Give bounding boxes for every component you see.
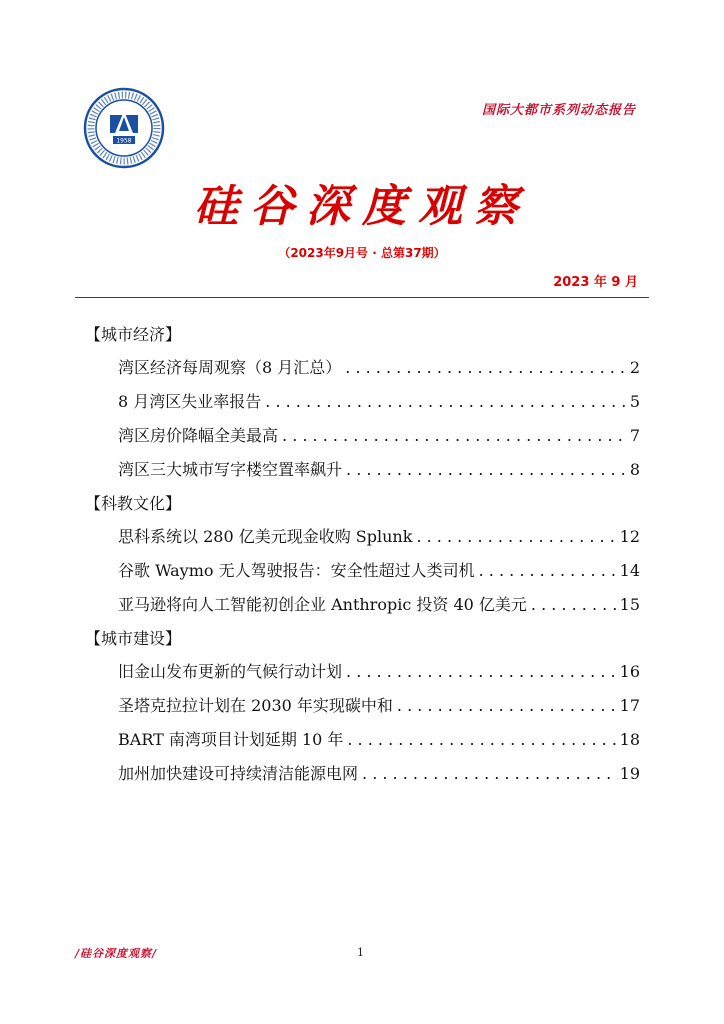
toc-entry-title: 8 月湾区失业率报告 (118, 392, 262, 411)
toc-entry[interactable] (118, 351, 640, 385)
toc-leader-dots (347, 723, 615, 757)
toc-entry[interactable] (118, 588, 640, 622)
toc-leader-dots (362, 757, 616, 791)
logo-year: 1958 (116, 137, 132, 145)
toc-entry-page: 16 (619, 662, 640, 681)
toc-leader-dots (282, 419, 626, 453)
toc-entry-page: 18 (619, 730, 640, 749)
toc-entry-page: 2 (629, 358, 640, 377)
toc-entry[interactable] (118, 419, 640, 453)
toc-section-heading: 【城市建设】 (85, 629, 182, 648)
toc-entry-title: BART 南湾项目计划延期 10 年 (118, 730, 344, 749)
toc-entry-title: 湾区三大城市写字楼空置率飙升 (118, 460, 343, 479)
toc-entry-page: 12 (619, 527, 640, 546)
toc-entry-page: 7 (629, 426, 640, 445)
toc-entry-page: 5 (629, 392, 640, 411)
toc-leader-dots (346, 453, 626, 487)
toc-section-heading: 【科教文化】 (85, 494, 182, 513)
toc-entry-page: 17 (619, 696, 640, 715)
toc-entry[interactable] (118, 520, 640, 554)
toc-entry[interactable] (118, 453, 640, 487)
toc-entry-title: 谷歌 Waymo 无人驾驶报告：安全性超过人类司机 (118, 561, 475, 580)
toc-leader-dots (416, 520, 615, 554)
toc-section-heading: 【城市经济】 (85, 325, 182, 344)
toc-entry[interactable] (118, 757, 640, 791)
toc-entry-page: 19 (619, 764, 640, 783)
toc-entry[interactable] (118, 655, 640, 689)
toc-entry-title: 加州加快建设可持续清洁能源电网 (118, 764, 359, 783)
toc-leader-dots (345, 351, 626, 385)
toc-entry[interactable] (118, 385, 640, 419)
toc-entry-title: 亚马逊将向人工智能初创企业 Anthropic 投资 40 亿美元 (118, 595, 527, 614)
toc-leader-dots (397, 689, 616, 723)
academy-logo (83, 87, 165, 169)
toc-entry-page: 14 (619, 561, 640, 580)
toc-entry[interactable] (118, 689, 640, 723)
toc-entry-page: 8 (629, 460, 640, 479)
toc-leader-dots (346, 655, 616, 689)
publication-date: 2023 年 9 月 (553, 275, 638, 290)
issue-number: （2023年9月号 · 总第37期） (278, 246, 446, 260)
toc-leader-dots (265, 385, 626, 419)
toc-entry-title: 圣塔克拉拉计划在 2030 年实现碳中和 (118, 696, 393, 715)
header-divider (75, 297, 649, 298)
toc-entry-title: 湾区经济每周观察（8 月汇总） (118, 358, 342, 377)
toc-entry[interactable] (118, 554, 640, 588)
toc-entry-page: 15 (619, 595, 640, 614)
academy-seal-icon (83, 87, 165, 169)
toc-entry-title: 旧金山发布更新的气候行动计划 (118, 662, 343, 681)
report-title: 硅谷深度观察 (194, 181, 530, 232)
toc-leader-dots (531, 588, 616, 622)
toc-entry[interactable] (118, 723, 640, 757)
series-title: 国际大都市系列动态报告 (481, 103, 636, 118)
toc-leader-dots (479, 554, 616, 588)
table-of-contents (85, 318, 640, 791)
toc-entry-title: 湾区房价降幅全美最高 (118, 426, 279, 445)
footer-page-number: 1 (357, 946, 364, 959)
footer-publication-name: /硅谷深度观察/ (75, 947, 158, 960)
toc-entry-title: 思科系统以 280 亿美元现金收购 Splunk (118, 527, 413, 546)
